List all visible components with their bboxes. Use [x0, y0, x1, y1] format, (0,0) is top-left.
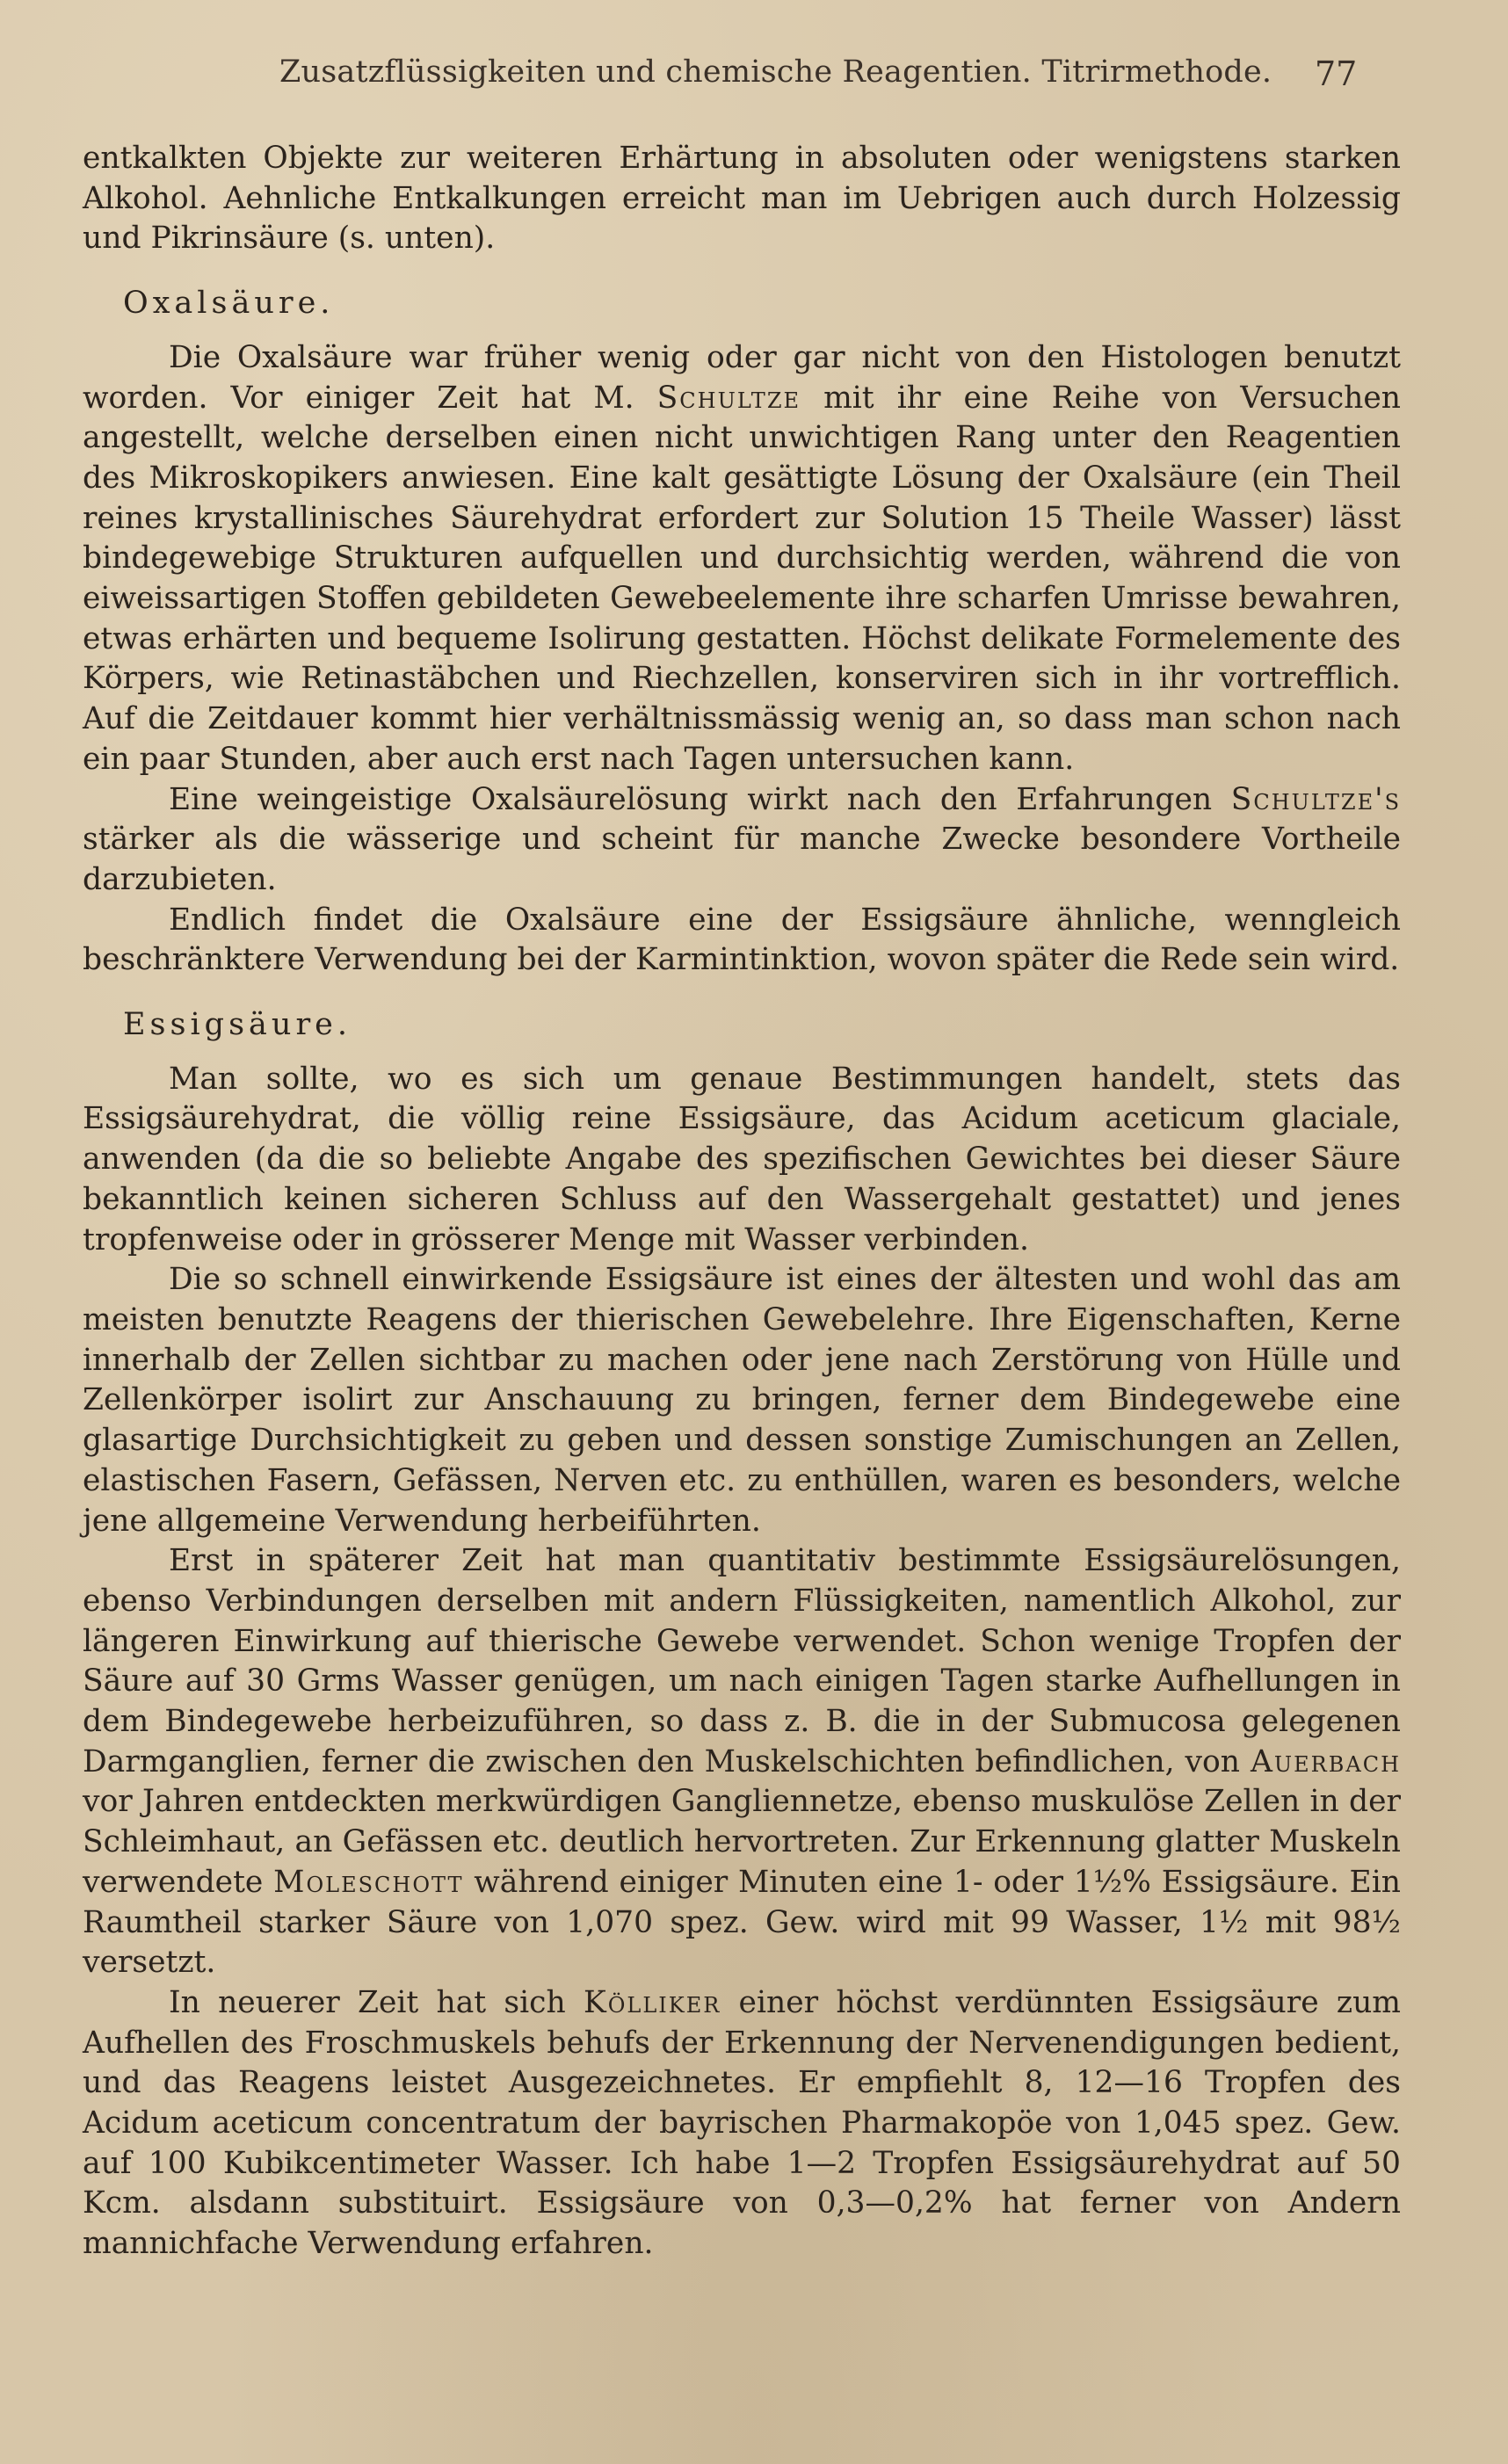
text-run: Die Oxalsäure war früher wenig oder gar nicht von den Histologen benutzt worden. Vor einiger Zeit hat M.	[83, 339, 1401, 416]
text-column	[83, 139, 1401, 2265]
essig-paragraph-2: Die so schnell einwirkende Essigsäure ist eines der ältesten und wohl das am meisten benutzte Reagens der thierischen Gewebelehre. Ihre Eigenschaften, Kerne innerhalb der Zellen sichtbar zu machen oder jene nach Zerstörung von Hülle und Zellenkörper isolirt zur Anschauung zu bringen, ferner dem Bindegewebe eine glasartige Durchsichtigkeit zu geben und dessen sonstige Zumischungen an Zellen, elastischen Fasern, Gefässen, Nerven etc. zu enthüllen, waren es besonders, welche jene allgemeine Verwendung herbeiführten.	[83, 1262, 1401, 1539]
running-title: Zusatzflüssigkeiten und chemische Reagentien. Titrirmethode.	[279, 54, 1272, 90]
essig-paragraph-3	[83, 1541, 1401, 1983]
author-name: Auerbach	[1251, 1743, 1401, 1779]
text-run: Erst in späterer Zeit hat man quantitativ bestimmte Essigsäurelösungen, ebenso Verbindungen derselben mit andern Flüssigkeiten, namentlich Alkohol, zur längeren Einwirkung auf thierische Gewebe verwendet. Schon wenige Tropfen der Säure auf 30 Grms Wasser genügen, um nach einigen Tagen starke Aufhellungen in dem Bindegewebe herbeizuführen, so dass z. B. die in der Submucosa gelegenen Darmganglien, ferner die zwischen den Muskelschichten befindlichen, von	[83, 1543, 1401, 1779]
author-name: Schultze	[656, 380, 801, 416]
text-run: vor Jahren entdeckten merkwürdigen Gangliennetze, ebenso muskulöse Zellen in der Schleimhaut, an Gefässen etc. deutlich hervortreten. Zur Erkennung glatter Muskeln verwendete	[83, 1784, 1401, 1900]
text-run: einer höchst verdünnten Essigsäure zum Aufhellen des Froschmuskels behufs der Erkennung der Nervenendigungen bedient, und das Reagens leistet Ausgezeichnetes. Er empfiehlt 8, 12—16 Tropfen des Acidum aceticum concentratum der bayrischen Pharmakopöe von 1,045 spez. Gew. auf 100 Kubikcentimeter Wasser. Ich habe 1—2 Tropfen Essigsäurehydrat auf 50 Kcm. alsdann substituirt. Essigsäure von 0,3—0,2% hat ferner von Andern mannichfache Verwendung erfahren.	[83, 1984, 1402, 2262]
essig-paragraph-4	[83, 1983, 1401, 2265]
oxal-paragraph-3: Endlich findet die Oxalsäure eine der Essigsäure ähnliche, wenngleich beschränktere Verwendung bei der Karmintinktion, wovon später die Rede sein wird.	[83, 902, 1401, 978]
section-heading-oxalsaeure: Oxalsäure.	[123, 286, 335, 322]
author-name: Schultze's	[1230, 781, 1402, 817]
author-name: Moleschott	[273, 1864, 464, 1900]
oxal-paragraph-2	[83, 780, 1401, 901]
text-run: Eine weingeistige Oxalsäurelösung wirkt nach den Erfahrungen	[169, 781, 1213, 817]
continuation-paragraph: entkalkten Objekte zur weiteren Erhärtung in absoluten oder wenigstens starken Alkohol. Aehnliche Entkalkungen erreicht man im Uebrigen auch durch Holzessig und Pikrinsäure (s. unten).	[83, 141, 1401, 257]
page-number: 77	[1315, 54, 1358, 93]
text-run: mit ihr eine Reihe von Versuchen angestellt, welche derselben einen nicht unwichtigen Rang unter den Reagentien des Mikroskopikers anwiesen. Eine kalt gesättigte Lösung der Oxalsäure (ein Theil reines krystallinisches Säurehydrat erfordert zur Solution 15 Theile Wasser) lässt bindegewebige Strukturen aufquellen und durchsichtig werden, während die von eiweissartigen Stoffen gebildeten Gewebeelemente ihre scharfen Umrisse bewahren, etwas erhärten und bequeme Isolirung gestatten. Höchst delikate Formelemente des Körpers, wie Retinastäbchen und Riechzellen, konserviren sich in ihr vortrefflich. Auf die Zeitdauer kommt hier verhältnissmässig wenig an, so dass man schon nach ein paar Stunden, aber auch erst nach Tagen untersuchen kann.	[83, 380, 1402, 777]
author-name: Kölliker	[583, 1984, 721, 2020]
section-heading-essigsaeure: Essigsäure.	[123, 1007, 352, 1043]
text-run: während einiger Minuten eine 1- oder 1½% Essigsäure. Ein Raumtheil starker Säure von 1,070 spez. Gew. wird mit 99 Wasser, 1½ mit 98½ versetzt.	[83, 1864, 1401, 1981]
essig-paragraph-1: Man sollte, wo es sich um genaue Bestimmungen handelt, stets das Essigsäurehydrat, die völlig reine Essigsäure, das Acidum aceticum glaciale, anwenden (da die so beliebte Angabe des spezifischen Gewichtes bei dieser Säure bekanntlich keinen sicheren Schluss auf den Wassergehalt gestattet) und jenes tropfenweise oder in grösserer Menge mit Wasser verbinden.	[83, 1061, 1401, 1257]
text-run: stärker als die wässerige und scheint für manche Zwecke besondere Vortheile darzubieten.	[83, 822, 1401, 897]
text-run: In neuerer Zeit hat sich	[169, 1984, 566, 2020]
oxal-paragraph-1	[83, 338, 1401, 780]
